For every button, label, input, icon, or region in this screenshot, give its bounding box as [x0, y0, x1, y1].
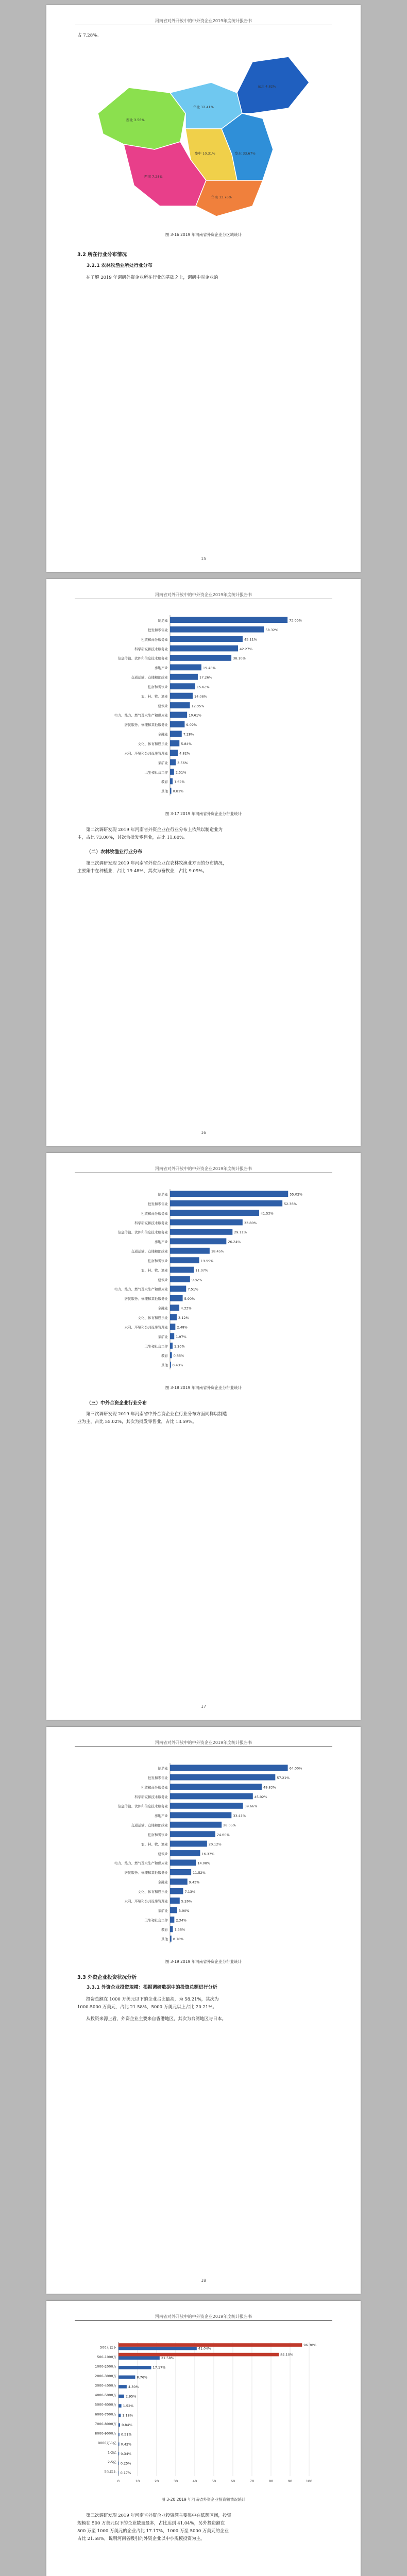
bar [118, 2347, 197, 2350]
value-label: 9.09% [186, 723, 197, 727]
value-label: 3.12% [178, 1316, 189, 1320]
category-label: 制造业 [158, 1192, 168, 1197]
bar [118, 2366, 151, 2369]
category-label: 居民服务、修理和其他服务业 [124, 1871, 168, 1875]
body-text: 主要集中在种植业，占比 19.48%，其次为畜牧业，占比 9.09%。 [77, 869, 207, 874]
bar [170, 664, 201, 670]
value-label: 2.34% [176, 1918, 187, 1923]
value-label: 2.51% [175, 770, 186, 775]
category-label: 文化、体育和娱乐业 [138, 742, 168, 746]
category-label: 住宿和餐饮业 [148, 1259, 168, 1263]
subsection-heading: （二）农林牧渔业行业分布 [87, 850, 143, 855]
bar [170, 1200, 282, 1207]
x-tick-label: 0 [117, 2479, 120, 2483]
value-label: 52.36% [284, 1201, 297, 1206]
category-label: 制造业 [158, 1766, 168, 1771]
value-label: 45.02% [254, 1794, 267, 1799]
value-label: 1.52% [123, 2404, 134, 2409]
category-label: 交通运输、仓储和邮政业 [131, 675, 168, 680]
category-label: 4000-5000万 [95, 2393, 116, 2398]
value-label: 55.02% [290, 1192, 303, 1197]
value-label: 5.84% [181, 742, 192, 746]
subsection-heading: （三）中外合资企业行业分布 [87, 1401, 147, 1406]
bar [170, 1860, 196, 1866]
bar [170, 655, 231, 661]
category-label: 文化、体育和娱乐业 [138, 1890, 168, 1894]
category-label: 水利、环境和公共设施管理业 [124, 1899, 168, 1904]
value-label: 0.81% [173, 789, 184, 794]
value-label: 2.95% [125, 2394, 137, 2399]
category-label: 农、林、牧、渔业 [141, 1268, 168, 1273]
bar [170, 1897, 180, 1904]
bar [170, 1210, 259, 1216]
category-label: 建筑业 [158, 1852, 168, 1856]
category-label: 租赁和商务服务业 [141, 1211, 168, 1216]
bar [170, 1774, 275, 1781]
bar [170, 788, 172, 794]
category-label: 信息传输、软件和信息技术服务业 [117, 1804, 168, 1809]
value-label: 41.53% [261, 1211, 274, 1216]
body-text: 占 7.28%。 [77, 33, 101, 38]
category-label: 科学研究和技术服务业 [134, 1221, 168, 1225]
bar [170, 1343, 173, 1349]
value-label: 0.84% [122, 2423, 132, 2428]
page-number: 15 [200, 556, 207, 561]
bar [170, 1248, 210, 1254]
bar [170, 1822, 222, 1828]
value-label: 4.82% [179, 751, 190, 756]
bar [118, 2353, 279, 2357]
value-label: 9.45% [189, 1880, 200, 1885]
bar [170, 1362, 171, 1368]
bar [170, 740, 179, 747]
x-tick-label: 30 [173, 2479, 178, 2483]
page-2 [46, 579, 361, 1146]
bar [170, 1333, 174, 1340]
value-label: 9.32% [191, 1278, 202, 1282]
bar [170, 1276, 190, 1282]
bar [170, 778, 173, 784]
figure-caption: 图 3-17 2019 年河南省外资企业分行业统计 [165, 811, 242, 816]
category-label: 交通运输、仓储和邮政业 [131, 1249, 168, 1254]
bar [170, 1191, 288, 1197]
value-label: 0.25% [120, 2461, 131, 2466]
map-label: 华东 33.67% [235, 151, 256, 156]
value-label: 2.48% [177, 1325, 188, 1330]
value-label: 1.62% [174, 779, 185, 784]
category-label: 金融业 [158, 1306, 168, 1311]
value-label: 33.41% [233, 1814, 246, 1818]
bar [170, 1936, 172, 1942]
value-label: 10.61% [189, 713, 201, 718]
bar [118, 2471, 119, 2475]
category-label: 教育 [161, 779, 168, 784]
bar [118, 2385, 127, 2388]
value-label: 8.76% [137, 2375, 148, 2380]
category-label: 教育 [161, 1353, 168, 1358]
page-header: 河南省对外开放中的中外资企业2019年度统计报告书 [75, 1740, 332, 1747]
category-label: 卫生和社会工作 [144, 1918, 168, 1923]
bar [170, 1238, 226, 1244]
category-label: 7000-8000万 [95, 2421, 116, 2426]
bar [170, 702, 190, 708]
value-label: 4.30% [128, 2384, 139, 2389]
x-tick-label: 90 [287, 2479, 293, 2483]
category-label: 租赁和商务服务业 [141, 637, 168, 642]
category-label: 批发和零售业 [148, 1201, 168, 1206]
value-label: 58.32% [265, 628, 279, 632]
value-label: 38.10% [233, 656, 246, 661]
bar [170, 617, 287, 623]
bar [170, 1888, 183, 1894]
value-label: 21.58% [161, 2356, 174, 2361]
category-label: 5000-6000万 [95, 2402, 116, 2407]
category-label: 制造业 [158, 618, 168, 623]
value-label: 26.24% [228, 1240, 241, 1244]
value-label: 1.56% [174, 1927, 185, 1932]
subsection-heading: 3.3.1 外资企业投资规模：根据调研数据中的投资总额进行分析 [87, 1985, 217, 1990]
value-label: 5.90% [184, 1297, 195, 1301]
category-label: 电力、热力、燃气及水生产和供应业 [114, 713, 168, 718]
value-label: 64.00% [289, 1766, 302, 1771]
value-label: 1.20% [174, 1344, 185, 1349]
bar [170, 1850, 200, 1856]
bar [170, 759, 176, 766]
bar [170, 1784, 262, 1790]
bar [118, 2443, 120, 2446]
x-tick-label: 10 [135, 2479, 140, 2483]
value-label: 12.35% [191, 704, 205, 708]
bar [170, 646, 238, 652]
bar [118, 2433, 120, 2436]
x-tick-label: 80 [268, 2479, 274, 2483]
bar [170, 1352, 172, 1358]
x-tick-label: 70 [249, 2479, 255, 2483]
bar [118, 2452, 119, 2455]
x-tick-label: 20 [154, 2479, 159, 2483]
bar [170, 1229, 232, 1235]
body-text: 占比 21.58%，说明河南省吸引的外资企业以中小规模投资为主。 [77, 2536, 205, 2541]
category-label: 信息传输、软件和信息技术服务业 [117, 1230, 168, 1235]
bar [170, 712, 187, 718]
category-label: 金融业 [158, 732, 168, 737]
bar [170, 1219, 243, 1226]
page-5 [46, 2301, 361, 2576]
bar [118, 2414, 121, 2417]
value-label: 15.62% [196, 685, 210, 689]
figure-caption: 图 3-16 2019 年河南省外资企业分区域统计 [165, 232, 242, 237]
value-label: 4.33% [181, 1306, 192, 1311]
category-label: 教育 [161, 1927, 168, 1932]
map-label: 华中 10.31% [195, 151, 215, 156]
body-text: 投资总额在 1000 万美元以下的企业占比最高，为 58.21%，其次为 [86, 1997, 219, 2002]
category-label: 租赁和商务服务业 [141, 1785, 168, 1790]
body-text: 第三次调研发现 2019 年河南省外资企业投资额主要集中在低额区间，投资 [86, 2513, 232, 2518]
bar [170, 1314, 177, 1320]
category-label: 房地产业 [155, 666, 168, 670]
category-label: 电力、热力、燃气及水生产和供应业 [114, 1287, 168, 1292]
bar [170, 674, 198, 680]
value-label: 20.12% [208, 1842, 222, 1846]
page-header: 河南省对外开放中的中外资企业2019年度统计报告书 [75, 2314, 332, 2321]
body-text: 第二次调研发现 2019 年河南省外资企业在行业分布上依然以制造业为 [86, 827, 223, 833]
category-label: 2-5亿 [107, 2460, 116, 2465]
body-text: 第三次调研发现 2019 年河南省中外合资企业在行业分布方面同样以制造 [86, 1412, 227, 1417]
bar [170, 1324, 175, 1330]
category-label: 水利、环境和公共设施管理业 [124, 751, 168, 756]
value-label: 14.08% [197, 1861, 211, 1866]
page-header: 河南省对外开放中的中外资企业2019年度统计报告书 [75, 19, 332, 25]
value-label: 0.86% [173, 1353, 184, 1358]
map-label: 西南 7.28% [144, 175, 163, 179]
category-label: 建筑业 [158, 704, 168, 708]
category-label: 500-1000万 [97, 2354, 116, 2359]
category-label: 6000-7000万 [95, 2412, 116, 2417]
bar [170, 626, 264, 633]
bar [170, 1917, 174, 1923]
bar [170, 1831, 215, 1837]
bar [170, 1765, 288, 1771]
category-label: 采矿业 [158, 760, 168, 765]
category-label: 其他 [161, 789, 168, 794]
category-label: 房地产业 [155, 1814, 168, 1818]
category-label: 1000-2000万 [95, 2364, 116, 2369]
category-label: 科学研究和技术服务业 [134, 647, 168, 651]
value-label: 1.18% [122, 2413, 133, 2418]
page-number: 16 [200, 1130, 207, 1135]
body-text: 主，占比 73.00%，其次为批发零售业，占比 11.00%。 [77, 835, 188, 840]
page-4 [46, 1727, 361, 2294]
bar [170, 731, 182, 737]
category-label: 3000-4000万 [95, 2383, 116, 2388]
bar [118, 2395, 124, 2398]
bar [170, 693, 193, 699]
category-label: 居民服务、修理和其他服务业 [124, 1297, 168, 1301]
map-label: 华北 12.41% [193, 105, 214, 109]
value-label: 0.78% [173, 1937, 184, 1942]
value-label: 0.42% [121, 2442, 132, 2447]
figure-caption: 图 3-20 2019 年河南省外资企业投资额情况统计 [161, 2497, 246, 2502]
value-label: 0.51% [121, 2432, 132, 2437]
value-label: 1.97% [176, 1334, 186, 1339]
bar [170, 1267, 194, 1273]
map-label: 西北 3.56% [126, 118, 145, 122]
category-label: 2000-3000万 [95, 2374, 116, 2378]
value-label: 14.08% [194, 694, 207, 699]
value-label: 11.52% [193, 1871, 206, 1875]
value-label: 16.37% [201, 1852, 215, 1856]
value-label: 57.21% [277, 1775, 290, 1780]
body-text: 1000-5000 万美元，占比 21.58%，5000 万美元以上占比 20.21%。 [77, 2005, 217, 2010]
category-label: 卫生和社会工作 [144, 1344, 168, 1349]
category-label: 住宿和餐饮业 [148, 1833, 168, 1837]
page-3 [46, 1153, 361, 1720]
x-tick-label: 60 [230, 2479, 235, 2483]
category-label: 信息传输、软件和信息技术服务业 [117, 656, 168, 661]
value-label: 11.07% [195, 1268, 208, 1273]
category-label: 其他 [161, 1937, 168, 1942]
value-label: 24.60% [216, 1833, 230, 1837]
value-label: 3.90% [178, 1908, 190, 1913]
x-tick-label: 50 [211, 2479, 216, 2483]
bar [118, 2462, 119, 2465]
figure-caption: 图 3-19 2019 年河南省外资企业分行业统计 [165, 1959, 242, 1964]
value-label: 29.11% [234, 1230, 247, 1235]
value-label: 7.28% [183, 732, 194, 737]
body-text: 500 万至 1000 万美元的企业占比 17.17%，1000 万至 5000 万美元的企业 [77, 2529, 229, 2534]
bar [170, 769, 174, 775]
value-label: 39.66% [244, 1804, 258, 1809]
china-map [82, 52, 325, 227]
bar [118, 2404, 122, 2408]
category-label: 住宿和餐饮业 [148, 685, 168, 689]
x-tick-label: 100 [306, 2479, 313, 2483]
value-label: 18.45% [211, 1249, 224, 1254]
bar [170, 1286, 186, 1292]
value-label: 41.04% [198, 2346, 211, 2351]
category-label: 其他 [161, 1363, 168, 1368]
bar [170, 1257, 199, 1263]
bar [170, 750, 178, 756]
body-text: 规模在 500 万美元以下的企业数量最多，占比达到 41.04%，另外投资额在 [77, 2521, 225, 2526]
bar [170, 1926, 173, 1932]
body-text: 业为主，占比 55.02%，其次为批发零售业，占比 13.59%。 [77, 1419, 197, 1425]
value-label: 96.30% [303, 2343, 317, 2347]
body-text: 在了解 2019 年调研外资企业所在行业的基础之上，调研中对企业的 [86, 275, 218, 280]
subsection-heading: 3.2.1 农林牧渔业所处行业分布 [87, 263, 152, 268]
bar [170, 636, 243, 642]
category-label: 水利、环境和公共设施管理业 [124, 1325, 168, 1330]
bar [170, 1878, 188, 1885]
category-label: 采矿业 [158, 1334, 168, 1339]
category-label: 批发和零售业 [148, 628, 168, 632]
category-label: 采矿业 [158, 1908, 168, 1913]
bar [170, 1869, 191, 1875]
category-label: 8000-9000万 [95, 2431, 116, 2436]
category-label: 科学研究和技术服务业 [134, 1794, 168, 1799]
body-text: 第三次调研发现 2019 年河南省外资企业在农林牧渔业方面的分布情况， [86, 861, 227, 866]
bar [170, 1295, 183, 1301]
bar [118, 2356, 160, 2360]
page-number: 17 [200, 1704, 207, 1709]
bar [118, 2376, 135, 2379]
value-label: 28.05% [223, 1823, 236, 1828]
map-label: 华南 13.76% [211, 195, 232, 199]
value-label: 17.26% [199, 675, 212, 680]
category-label: 农、林、牧、渔业 [141, 694, 168, 699]
category-label: 电力、热力、燃气及水生产和供应业 [114, 1861, 168, 1866]
value-label: 45.11% [244, 637, 257, 642]
value-label: 73.00% [289, 618, 302, 623]
page-number: 18 [200, 2278, 207, 2283]
category-label: 居民服务、修理和其他服务业 [124, 723, 168, 727]
value-label: 19.48% [202, 666, 216, 670]
bar [170, 721, 184, 727]
industry-bar-chart [77, 610, 330, 806]
category-label: 卫生和社会工作 [144, 770, 168, 775]
map-label: 东北 4.82% [258, 84, 276, 89]
page-1 [46, 5, 361, 572]
industry-bar-chart [77, 1758, 330, 1954]
category-label: 5亿以上 [104, 2469, 116, 2474]
value-label: 17.17% [152, 2365, 166, 2370]
page-header: 河南省对外开放中的中外资企业2019年度统计报告书 [75, 1166, 332, 1173]
value-label: 33.80% [244, 1221, 257, 1225]
value-label: 3.56% [177, 760, 188, 765]
category-label: 金融业 [158, 1880, 168, 1885]
category-label: 建筑业 [158, 1278, 168, 1282]
page-header: 河南省对外开放中的中外资企业2019年度统计报告书 [75, 592, 332, 599]
category-label: 批发和零售业 [148, 1775, 168, 1780]
value-label: 42.27% [240, 647, 252, 651]
category-label: 交通运输、仓储和邮政业 [131, 1823, 168, 1828]
section-heading: 3.2 所在行业分布情况 [77, 252, 127, 258]
category-label: 500万以下 [100, 2345, 116, 2350]
figure-caption: 图 3-18 2019 年河南省外资企业分行业统计 [165, 1385, 242, 1390]
value-label: 84.10% [280, 2352, 293, 2357]
bar [170, 1841, 207, 1847]
bar [170, 1812, 231, 1818]
category-label: 房地产业 [155, 1240, 168, 1244]
value-label: 7.51% [188, 1287, 198, 1292]
value-label: 7.13% [184, 1890, 196, 1894]
bar [170, 1907, 177, 1913]
bar [170, 683, 195, 689]
bar [118, 2423, 120, 2427]
x-tick-label: 40 [192, 2479, 197, 2483]
category-label: 1-2亿 [107, 2450, 116, 2455]
investment-bar-chart [77, 2337, 330, 2492]
category-label: 文化、体育和娱乐业 [138, 1316, 168, 1320]
bar [170, 1793, 253, 1800]
bar [170, 1304, 179, 1311]
value-label: 0.17% [120, 2471, 131, 2476]
bar [170, 1803, 243, 1809]
category-label: 9000万-1亿 [97, 2441, 116, 2445]
category-label: 农、林、牧、渔业 [141, 1842, 168, 1846]
body-text: 从投资来源上看，外资企业主要来自香港地区，其次为台湾地区与日本。 [86, 2016, 227, 2022]
value-label: 13.59% [200, 1259, 214, 1263]
section-heading: 3.3 外资企业投资状况分析 [77, 1975, 137, 1980]
value-label: 49.83% [263, 1785, 276, 1790]
value-label: 0.43% [172, 1363, 183, 1368]
value-label: 0.34% [121, 2451, 131, 2456]
industry-bar-chart [77, 1184, 330, 1380]
value-label: 5.26% [181, 1899, 192, 1904]
